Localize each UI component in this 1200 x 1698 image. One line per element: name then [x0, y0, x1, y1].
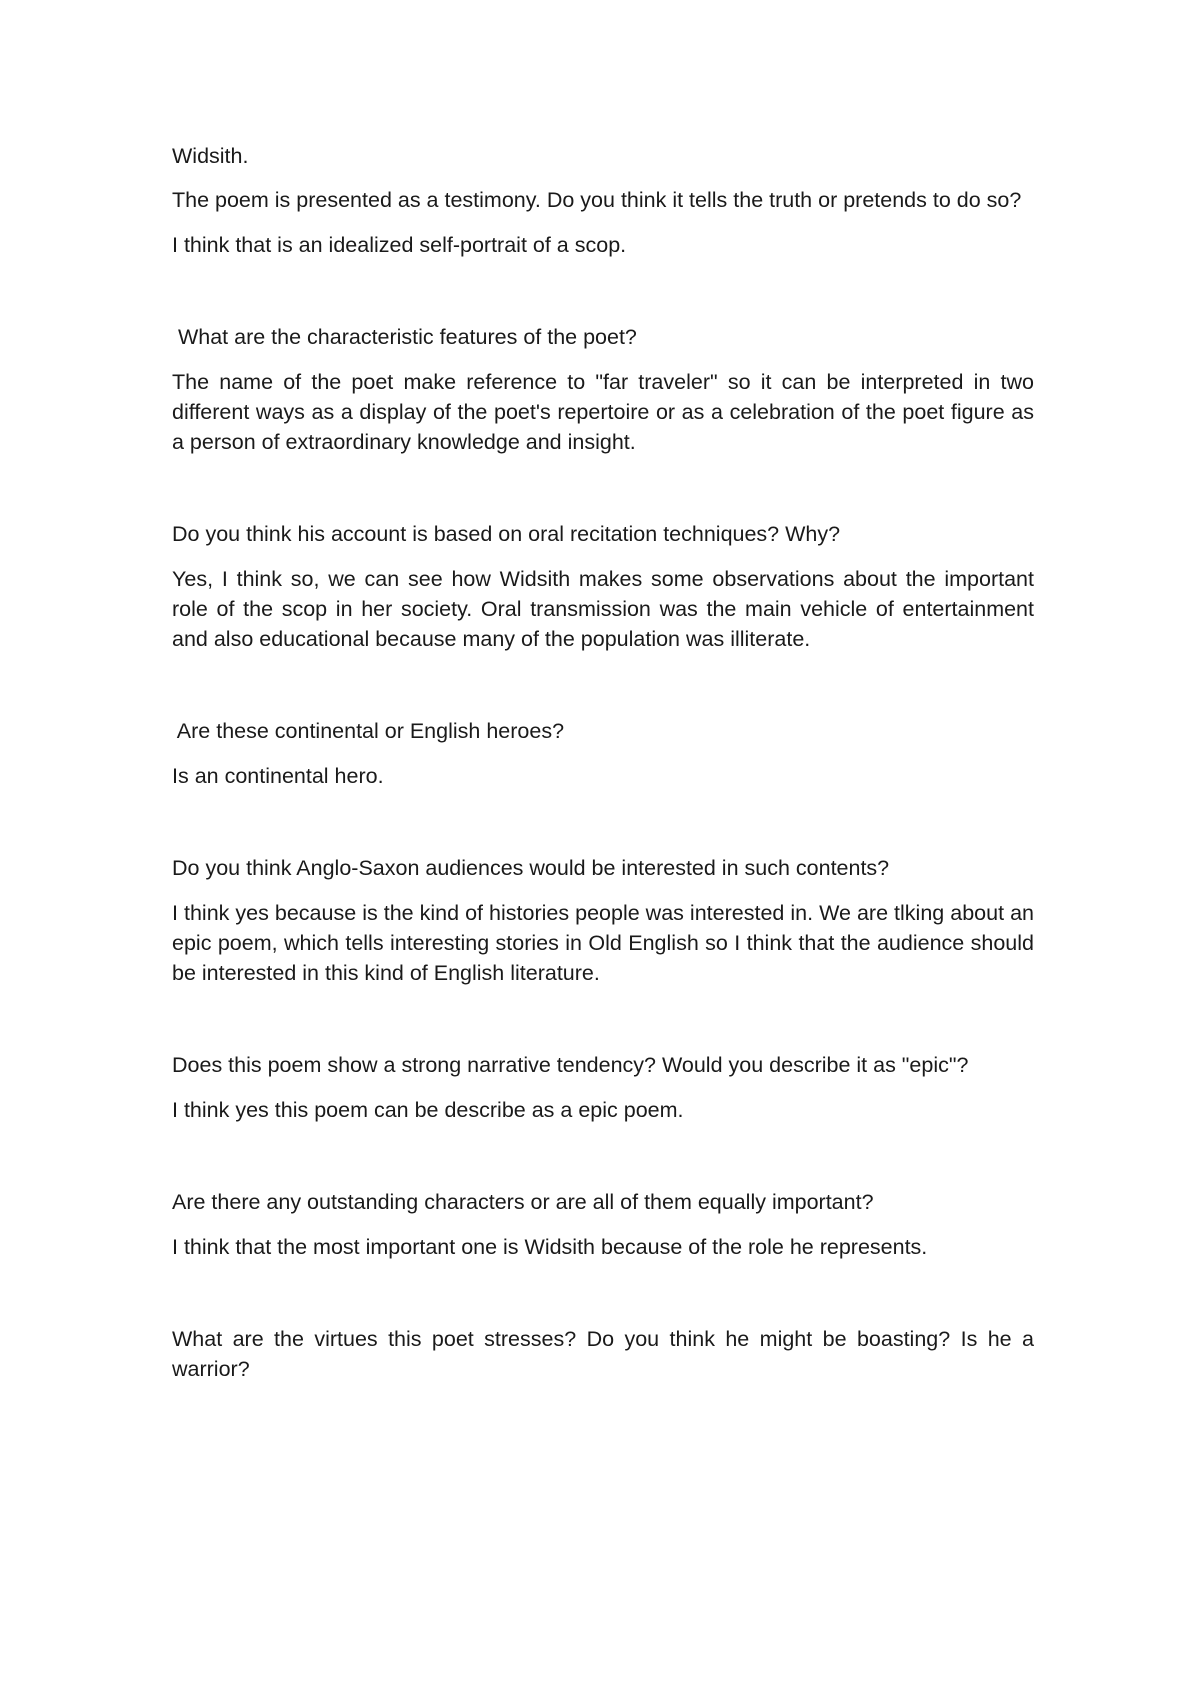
answer-1: I think that is an idealized self-portrait of a scop.	[172, 233, 627, 257]
answer-4: Is an continental hero.	[172, 764, 384, 788]
answer-5: I think yes because is the kind of histories people was interested in. We are tlking about an epic poem, which tells interesting stories in Old English so I think that the audience should be interested in this kind of English literature.	[172, 901, 1034, 985]
question-1: The poem is presented as a testimony. Do you think it tells the truth or pretends to do so?	[172, 188, 1022, 212]
question-6: Does this poem show a strong narrative tendency? Would you describe it as "epic"?	[172, 1053, 969, 1077]
answer-3: Yes, I think so, we can see how Widsith makes some observations about the important role of the scop in her society. Oral transmission was the main vehicle of entertainment and also educational because many of the population was illiterate.	[172, 567, 1034, 651]
answer-2: The name of the poet make reference to "far traveler" so it can be interpreted in two different ways as a display of the poet's repertoire or as a celebration of the poet figure as a person of extraordinary knowledge and insight.	[172, 370, 1034, 454]
question-4: Are these continental or English heroes?	[172, 719, 565, 743]
question-8: What are the virtues this poet stresses? Do you think he might be boasting? Is he a warrior?	[172, 1327, 1034, 1381]
question-3: Do you think his account is based on oral recitation techniques? Why?	[172, 522, 841, 546]
answer-7: I think that the most important one is Widsith because of the role he represents.	[172, 1235, 928, 1259]
document-body	[172, 141, 1034, 1399]
question-2: What are the characteristic features of the poet?	[172, 325, 637, 349]
answer-6: I think yes this poem can be describe as a epic poem.	[172, 1098, 684, 1122]
question-5: Do you think Anglo-Saxon audiences would be interested in such contents?	[172, 856, 890, 880]
question-7: Are there any outstanding characters or are all of them equally important?	[172, 1190, 874, 1214]
document-title: Widsith.	[172, 144, 249, 168]
